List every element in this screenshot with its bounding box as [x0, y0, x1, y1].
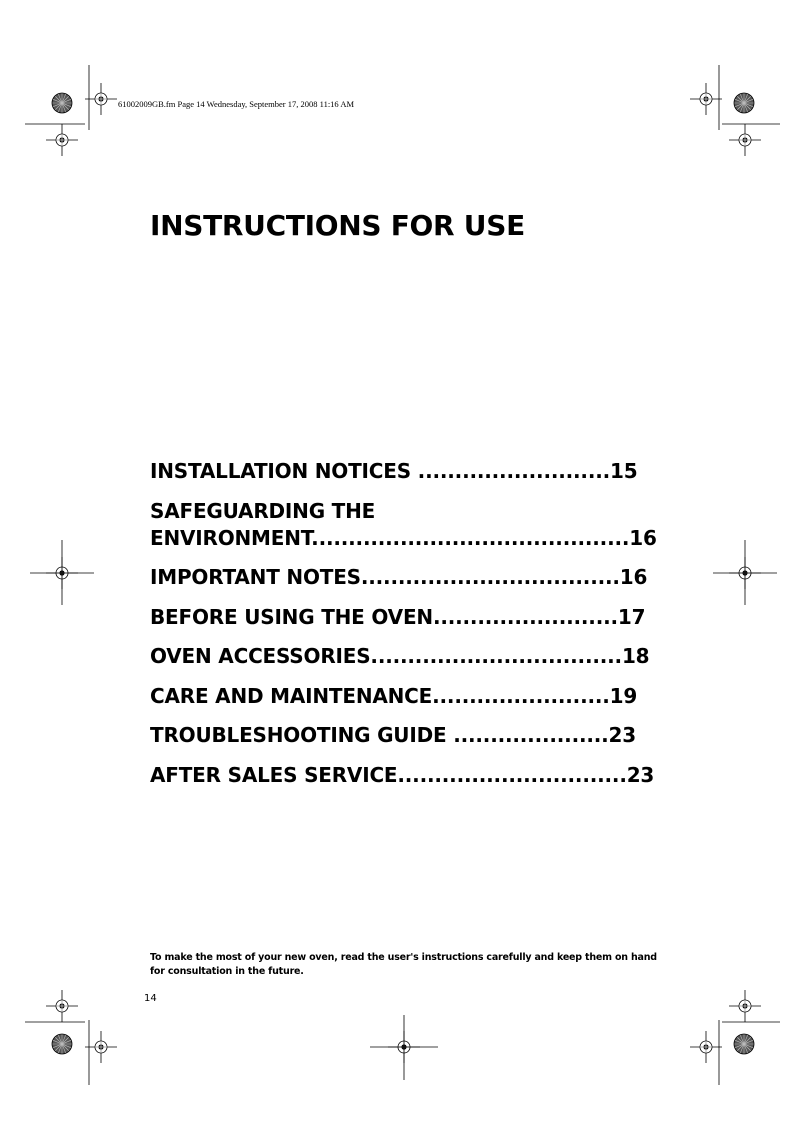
toc-entry-label: IMPORTANT NOTES...................................16 [150, 565, 648, 589]
star-target-icon [734, 1034, 754, 1054]
toc-entry-label: TROUBLESHOOTING GUIDE .....................23 [150, 723, 636, 747]
toc-entry-after-sales-service[interactable] [150, 762, 670, 789]
toc-entry-care-and-maintenance[interactable] [150, 683, 670, 710]
page-number: 14 [144, 993, 157, 1004]
toc-entry-label-continued: ENVIRONMENT...........................................16 [150, 525, 657, 550]
crosshair-icon [46, 990, 78, 1022]
crosshair-icon [46, 124, 78, 156]
star-target-icon [52, 93, 72, 113]
crosshair-icon [85, 83, 117, 115]
crosshair-icon [690, 83, 722, 115]
toc-entry-label: AFTER SALES SERVICE...............................23 [150, 762, 655, 787]
toc-entry-label: INSTALLATION NOTICES ..........................15 [150, 459, 638, 483]
star-target-icon [52, 1034, 72, 1054]
toc-entry-troubleshooting-guide[interactable] [150, 722, 670, 749]
toc-entry-before-using-the-oven[interactable] [150, 604, 670, 631]
crosshair-icon [85, 1031, 117, 1063]
toc-entry-important-notes[interactable] [150, 564, 670, 591]
toc-entry-oven-accessories[interactable] [150, 643, 670, 670]
toc-entry-installation-notices[interactable] [150, 458, 670, 485]
table-of-contents [150, 458, 670, 801]
crosshair-icon [690, 1031, 722, 1063]
star-target-icon [734, 93, 754, 113]
file-header-stamp: 61002009GB.fm Page 14 Wednesday, September 17, 2008 11:16 AM [118, 99, 355, 109]
toc-entry-label: SAFEGUARDING THE [150, 498, 376, 523]
footer-note: To make the most of your new oven, read the user's instructions carefully and keep them on hand for consultation in the future. [150, 952, 657, 977]
crosshair-icon [729, 124, 761, 156]
crosshair-icon [729, 990, 761, 1022]
toc-entry-safeguarding-the-environment[interactable] [150, 498, 670, 552]
page-title: INSTRUCTIONS FOR USE [150, 209, 525, 242]
toc-entry-label: CARE AND MAINTENANCE........................19 [150, 683, 638, 708]
toc-entry-label: OVEN ACCESSORIES..................................18 [150, 644, 650, 668]
toc-entry-label: BEFORE USING THE OVEN.........................17 [150, 604, 646, 629]
